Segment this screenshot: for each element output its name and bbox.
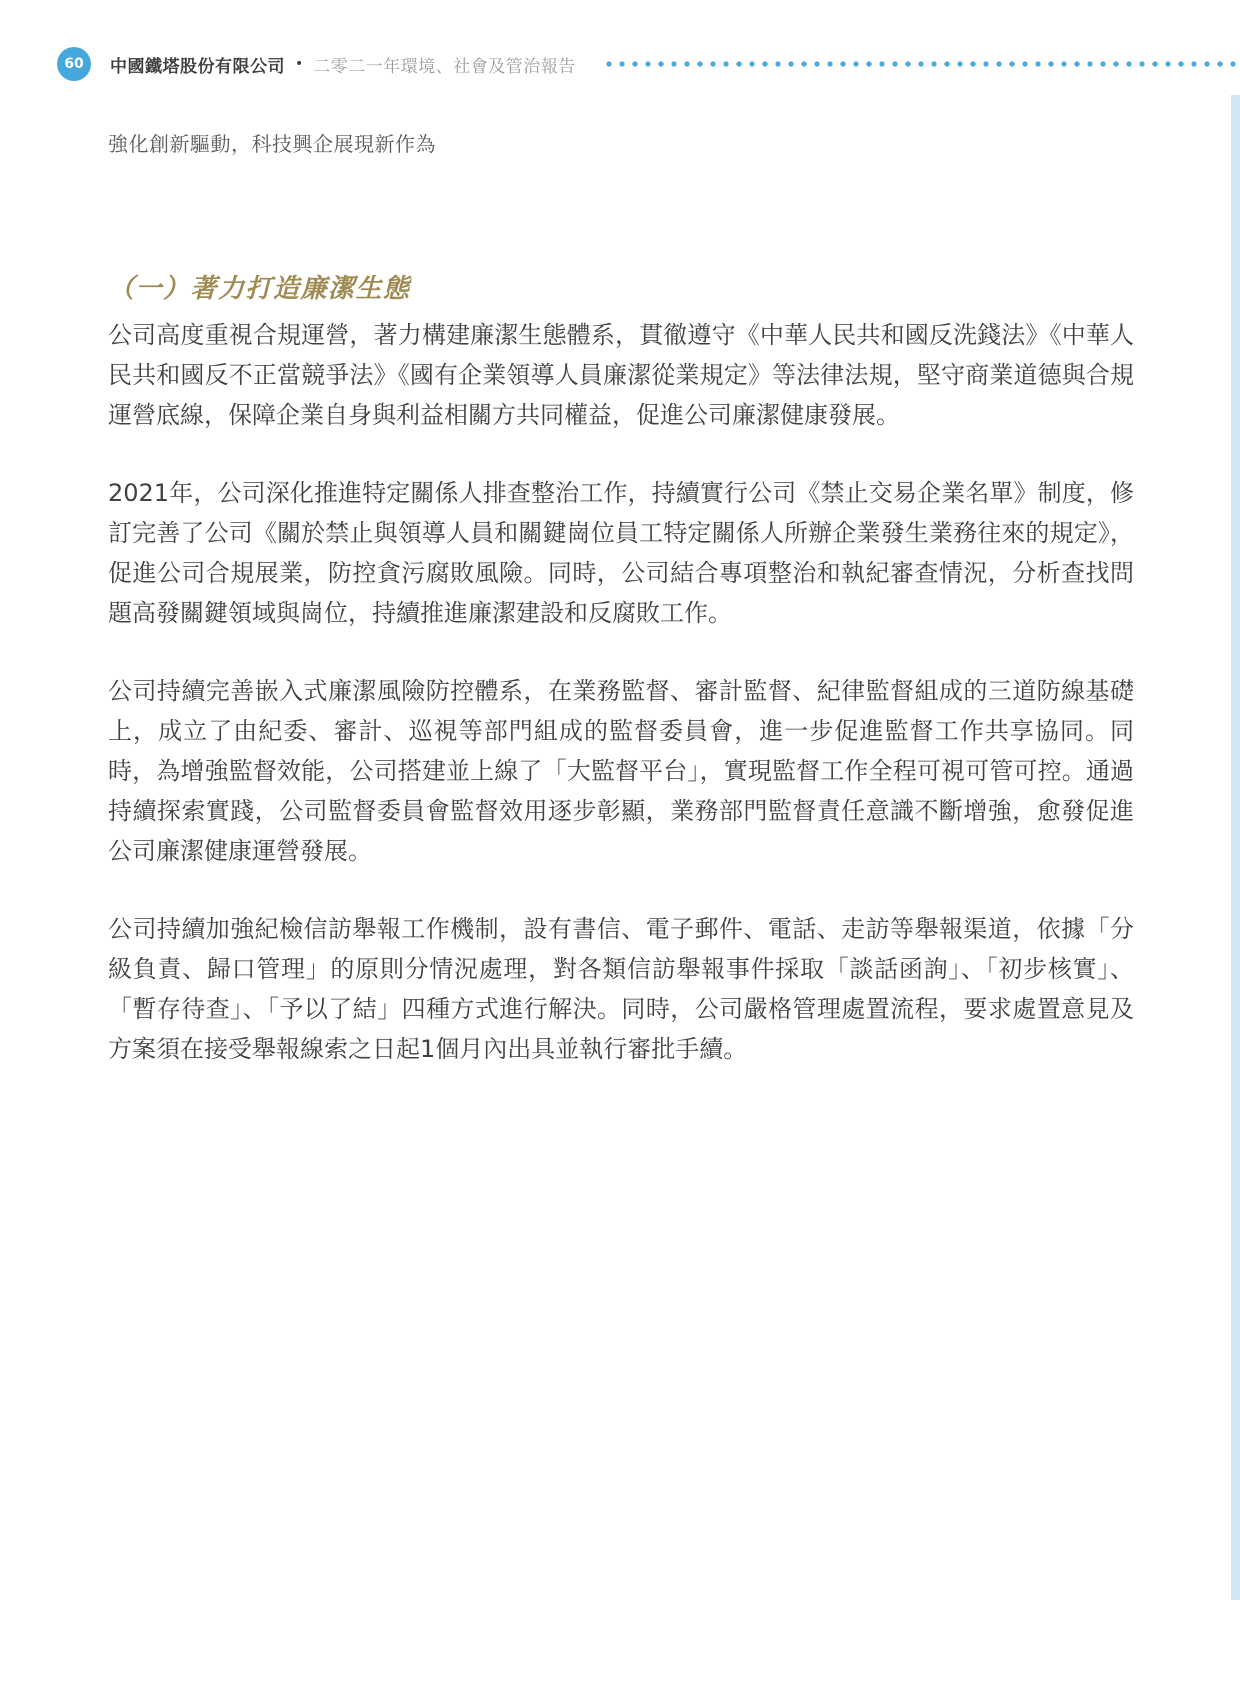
dotted-divider xyxy=(606,61,1240,67)
page-number-badge: 60 xyxy=(57,47,91,81)
report-title: 二零二一年環境、社會及管治報告 xyxy=(313,56,576,77)
header-text xyxy=(110,52,576,77)
company-name: 中國鐵塔股份有限公司 xyxy=(110,56,285,77)
page-header xyxy=(57,47,1240,81)
header-bullet-separator: • xyxy=(295,56,304,72)
chapter-subtitle: 強化創新驅動，科技興企展現新作為 xyxy=(108,132,436,156)
section-heading: （一）著力打造廉潔生態 xyxy=(108,274,411,304)
body-text xyxy=(108,315,1134,1069)
paragraph-4: 公司持續加強紀檢信訪舉報工作機制，設有書信、電子郵件、電話、走訪等舉報渠道，依據「分級負責、歸口管理」的原則分情況處理，對各類信訪舉報事件採取「談話函詢」、「初步核實」、「暫存待查」、「予以了結」四種方式進行解決。同時，公司嚴格管理處置流程，要求處置意見及方案須在接受舉報線索之日起1個月內出具並執行審批手續。 xyxy=(108,915,1134,1063)
paragraph-2: 2021年，公司深化推進特定關係人排查整治工作，持續實行公司《禁止交易企業名單》制度，修訂完善了公司《關於禁止與領導人員和關鍵崗位員工特定關係人所辦企業發生業務往來的規定》，促進公司合規展業，防控貪污腐敗風險。同時，公司結合專項整治和執紀審查情況，分析查找問題高發關鍵領域與崗位，持續推進廉潔建設和反腐敗工作。 xyxy=(108,479,1134,627)
paragraph-1: 公司高度重視合規運營，著力構建廉潔生態體系，貫徹遵守《中華人民共和國反洗錢法》《中華人民共和國反不正當競爭法》《國有企業領導人員廉潔從業規定》等法律法規，堅守商業道德與合規運營底線，保障企業自身與利益相關方共同權益，促進公司廉潔健康發展。 xyxy=(108,321,1134,429)
paragraph-3: 公司持續完善嵌入式廉潔風險防控體系，在業務監督、審計監督、紀律監督組成的三道防線基礎上，成立了由紀委、審計、巡視等部門組成的監督委員會，進一步促進監督工作共享協同。同時，為增強監督效能，公司搭建並上線了「大監督平台」，實現監督工作全程可視可管可控。通過持續探索實踐，公司監督委員會監督效用逐步彰顯，業務部門監督責任意識不斷增強，愈發促進公司廉潔健康運營發展。 xyxy=(108,677,1134,865)
page-edge-accent-strip xyxy=(1231,95,1240,1600)
